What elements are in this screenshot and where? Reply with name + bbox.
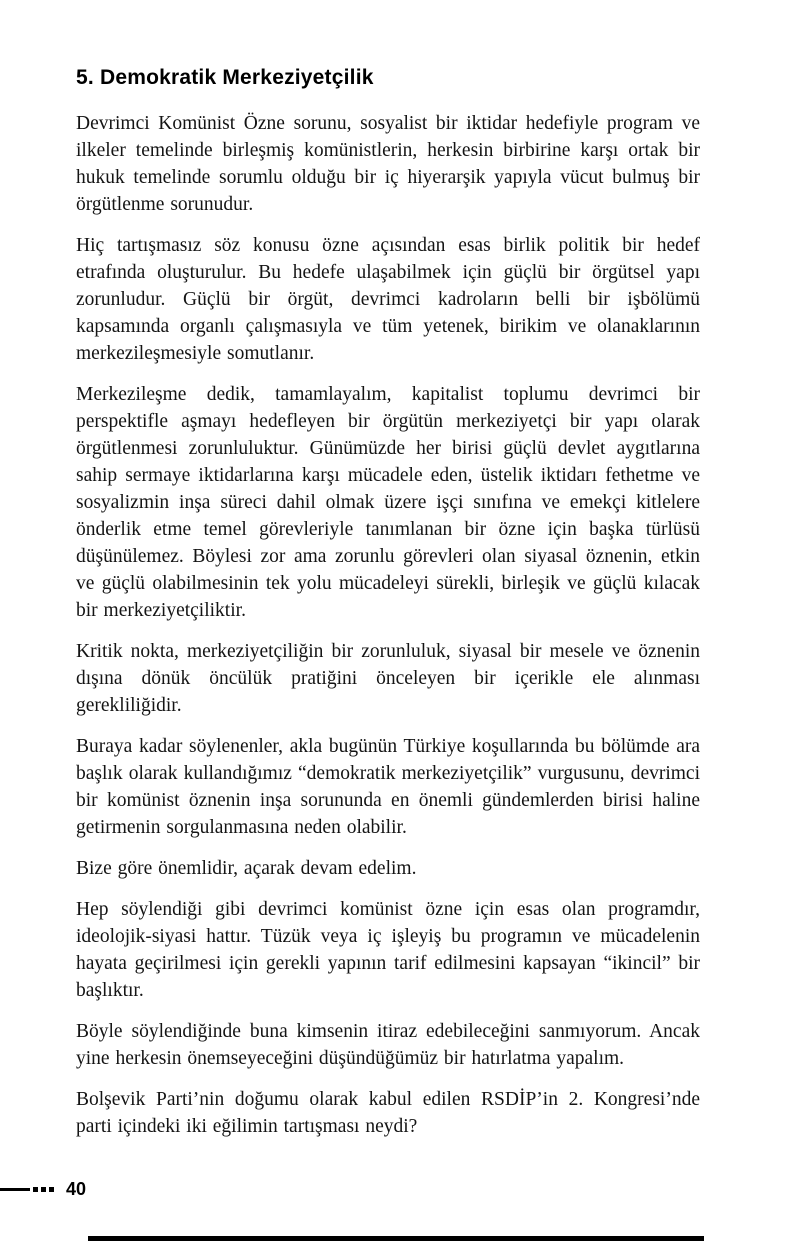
paragraph: Merkezileşme dedik, tamamlayalım, kapitalist toplumu devrimci bir perspektifle aşmayı hedefleyen bir örgütün merkeziyetçi bir yapı olarak örgütlenmesi zorunluluktur. Günümüzde her birisi güçlü devlet aygıtlarına sahip sermaye iktidarlarına karşı mücadele eden, üstelik iktidarı fethetme ve sosyalizmin inşa süreci dahil olmak üzere işçi sınıfına ve emekçi kitlelere önderlik etme temel görevleriyle tanımlanan bir özne için başka türlüsü düşünülemez. Böylesi zor ama zorunlu görevleri olan siyasal öznenin, etkin ve güçlü olabilmesinin tek yolu mücadeleyi sürekli, birleşik ve güçlü kılacak bir merkeziyetçiliktir. [76, 384, 700, 621]
paragraph: Hep söylendiği gibi devrimci komünist özne için esas olan programdır, ideolojik-siyasi hattır. Tüzük veya iç işleyiş bu programın ve mücadelenin hayata geçirilmesi için gerekli yapının tarif edilmesini kapsayan “ikincil” bir başlıktır. [76, 899, 700, 1001]
section-heading: 5. Demokratik Merkeziyetçilik [76, 66, 374, 89]
paragraph: Buraya kadar söylenenler, akla bugünün Türkiye koşullarında bu bölümde ara başlık olarak kullandığımız “demokratik merkeziyetçilik” vurgusunu, devrimci bir komünist öznenin inşa sorununda en önemli gündemlerden birisi haline getirmenin sorgulanmasına neden olabilir. [76, 736, 700, 838]
page-edge-shadow [88, 1236, 704, 1241]
paragraph: Bize göre önemlidir, açarak devam edelim. [76, 858, 417, 879]
paragraph: Bolşevik Parti’nin doğumu olarak kabul edilen RSDİP’in 2. Kongresi’nde parti içindeki iki eğilimin tartışması neydi? [76, 1089, 700, 1137]
footer-dots-icon [33, 1187, 54, 1192]
page-footer [0, 1178, 87, 1199]
paragraph: Devrimci Komünist Özne sorunu, sosyalist bir iktidar hedefiyle program ve ilkeler temelinde birleşmiş komünistlerin, herkesin birbirine karşı ortak bir hukuk temelinde sorumlu olduğu bir iç hiyerarşik yapıyla vücut bulmuş bir örgütlenme sorunudur. [76, 113, 700, 215]
footer-rule [0, 1188, 30, 1191]
paragraph: Kritik nokta, merkeziyetçiliğin bir zorunluluk, siyasal bir mesele ve öznenin dışına dönük öncülük pratiğini önceleyen bir içerikle ele alınması gerekliliğidir. [76, 641, 700, 716]
paragraph: Böyle söylendiğinde buna kimsenin itiraz edebileceğini sanmıyorum. Ancak yine herkesin önemseyeceğini düşündüğümüz bir hatırlatma yapalım. [76, 1021, 700, 1069]
paragraph: Hiç tartışmasız söz konusu özne açısından esas birlik politik bir hedef etrafında oluşturulur. Bu hedefe ulaşabilmek için güçlü bir örgütsel yapı zorunludur. Güçlü bir örgüt, devrimci kadroların belli bir işbölümü kapsamında organlı çalışmasıyla ve tüm yetenek, birikim ve olanaklarının merkezileşmesiyle somutlanır. [76, 235, 700, 364]
page-number: 40 [66, 1178, 87, 1199]
page-body [76, 66, 700, 1154]
